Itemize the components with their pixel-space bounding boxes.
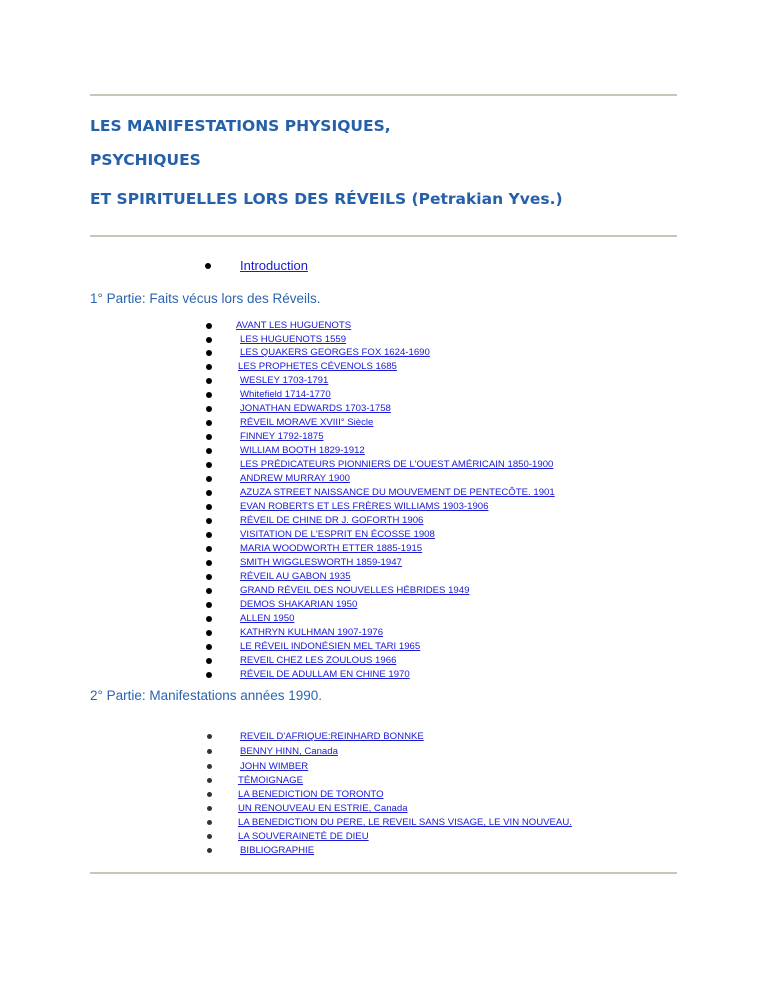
part2-link[interactable]: BIBLIOGRAPHIE (240, 845, 315, 856)
bullet (207, 834, 212, 839)
part1-link[interactable]: ANDREW MURRAY 1900 (240, 473, 350, 484)
bullet (206, 462, 212, 468)
part1-link[interactable]: DEMOS SHAKARIAN 1950 (240, 599, 358, 610)
part1-link[interactable]: RÉVEIL DE ADULLAM EN CHINE 1970 (240, 669, 410, 680)
part1-link[interactable]: LES PROPHETES CÉVENOLS 1685 (238, 361, 397, 372)
page-title-line-3: ET SPIRITUELLES LORS DES RÉVEILS (Petrakian Yves.) (90, 190, 563, 208)
part1-link[interactable]: LES PRÉDICATEURS PIONNIERS DE L'OUEST AMÉRICAIN 1850-1900 (240, 459, 554, 470)
part1-link[interactable]: LES HUGUENOTS 1559 (240, 334, 347, 345)
part1-link[interactable]: KATHRYN KULHMAN 1907-1976 (240, 627, 384, 638)
bullet (206, 392, 212, 398)
bullet (207, 792, 212, 797)
bullet (206, 672, 212, 678)
bullet (206, 658, 212, 664)
bullet (206, 588, 212, 594)
bullet (206, 644, 212, 650)
part1-link[interactable]: AVANT LES HUGUENOTS (236, 320, 352, 331)
bullet (206, 518, 212, 524)
bullet (206, 350, 212, 356)
bullet (206, 364, 212, 370)
part1-link[interactable]: WILLIAM BOOTH 1829-1912 (240, 445, 365, 456)
page-title-line-2: PSYCHIQUES (90, 151, 201, 169)
bullet (206, 323, 212, 329)
bullet (206, 574, 212, 580)
part2-link[interactable]: BENNY HINN, Canada (240, 746, 338, 757)
part1-link[interactable]: AZUZA STREET NAISSANCE DU MOUVEMENT DE PENTECÔTE. 1901 (240, 487, 555, 498)
part2-link[interactable]: JOHN WIMBER (240, 761, 309, 772)
bullet (206, 532, 212, 538)
bullet (207, 764, 212, 769)
bottom-divider (90, 872, 677, 874)
bullet (206, 476, 212, 482)
bullet (206, 448, 212, 454)
part1-link[interactable]: WESLEY 1703-1791 (240, 375, 329, 386)
bullet (206, 434, 212, 440)
intro-bullet (205, 263, 211, 269)
part1-link[interactable]: Whitefield 1714-1770 (240, 389, 331, 400)
part2-link[interactable]: LA BENEDICTION DE TORONTO (238, 789, 384, 800)
page-title-line-1: LES MANIFESTATIONS PHYSIQUES, (90, 117, 391, 135)
part1-heading: 1° Partie: Faits vécus lors des Réveils. (90, 291, 321, 306)
top-divider (90, 94, 677, 96)
bullet (207, 734, 212, 739)
part2-heading: 2° Partie: Manifestations années 1990. (90, 688, 323, 703)
part2-link[interactable]: LA BENEDICTION DU PERE, LE REVEIL SANS VISAGE, LE VIN NOUVEAU. (238, 817, 572, 828)
part1-link[interactable]: VISITATION DE L'ESPRIT EN ÉCOSSE 1908 (240, 529, 435, 540)
part2-link[interactable]: TÉMOIGNAGE (238, 775, 304, 786)
part1-link[interactable]: FINNEY 1792-1875 (240, 431, 324, 442)
title-divider (90, 235, 677, 237)
part1-link[interactable]: RÉVEIL AU GABON 1935 (240, 571, 351, 582)
bullet (206, 378, 212, 384)
part1-link[interactable]: ALLEN 1950 (240, 613, 295, 624)
part2-link[interactable]: REVEIL D'AFRIQUE:REINHARD BONNKE (240, 731, 424, 742)
bullet (207, 749, 212, 754)
bullet (206, 406, 212, 412)
bullet (206, 546, 212, 552)
part2-link[interactable]: UN RENOUVEAU EN ESTRIE, Canada (238, 803, 408, 814)
part1-link[interactable]: LES QUAKERS GEORGES FOX 1624-1690 (240, 347, 430, 358)
part1-link[interactable]: REVEIL CHEZ LES ZOULOUS 1966 (240, 655, 397, 666)
part1-link[interactable]: MARIA WOODWORTH ETTER 1885-1915 (240, 543, 423, 554)
bullet (207, 778, 212, 783)
bullet (206, 490, 212, 496)
part1-link[interactable]: EVAN ROBERTS ET LES FRÈRES WILLIAMS 1903-1906 (240, 501, 489, 512)
bullet (206, 630, 212, 636)
bullet (207, 806, 212, 811)
part2-link[interactable]: LA SOUVERAINETÉ DE DIEU (238, 831, 369, 842)
part1-link[interactable]: SMITH WIGGLESWORTH 1859-1947 (240, 557, 402, 568)
bullet (206, 560, 212, 566)
part1-link[interactable]: LE RÉVEIL INDONÉSIEN MEL TARI 1965 (240, 641, 421, 652)
part1-link[interactable]: GRAND RÉVEIL DES NOUVELLES HÉBRIDES 1949 (240, 585, 470, 596)
bullet (206, 616, 212, 622)
bullet (206, 504, 212, 510)
bullet (206, 602, 212, 608)
part1-link[interactable]: RÉVEIL MORAVE XVIII° Siècle (240, 417, 374, 428)
bullet (206, 337, 212, 343)
part1-link[interactable]: RÉVEIL DE CHINE DR J. GOFORTH 1906 (240, 515, 424, 526)
bullet (207, 820, 212, 825)
part1-link[interactable]: JONATHAN EDWARDS 1703-1758 (240, 403, 391, 414)
bullet (207, 848, 212, 853)
introduction-link[interactable]: Introduction (240, 258, 308, 273)
bullet (206, 420, 212, 426)
